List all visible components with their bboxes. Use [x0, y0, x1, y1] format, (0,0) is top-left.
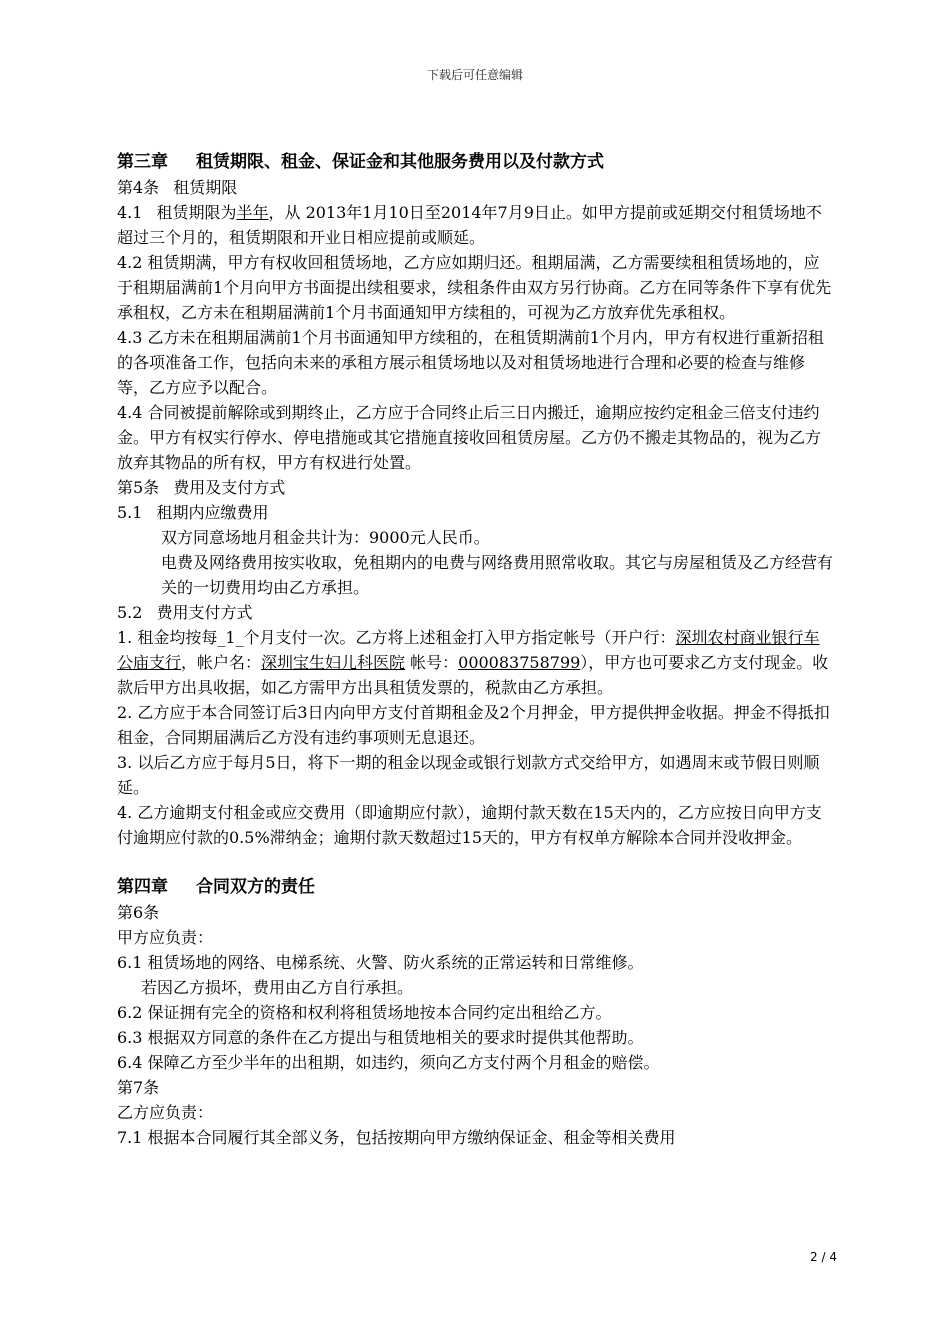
clause-4-4: 4.4 合同被提前解除或到期终止，乙方应于合同终止后三日内搬迁，逾期应按约定租金三倍支付违约金。甲方有权实行停水、停电措施或其它措施直接收回租赁房屋。乙方仍不搬走其物品的，视为乙方放弃其物品的所有权，甲方有权进行处置。 — [117, 403, 822, 472]
clause-6-2: 6.2 保证拥有完全的资格和权利将租赁场地按本合同约定出租给乙方。 — [117, 1003, 612, 1022]
party-a-lead: 甲方应负责： — [117, 928, 214, 947]
chapter-3-heading — [117, 150, 835, 175]
article-7-heading: 第7条 — [117, 1078, 160, 1097]
payment-item-4: 4. 乙方逾期支付租金或应交费用（即逾期应付款），逾期付款天数在15天内的，乙方应按日向甲方支付逾期应付款的0.5%滞纳金；逾期付款天数超过15天的，甲方有权单方解除本合同并没收押金。 — [117, 803, 822, 847]
chapter-title: 租赁期限、租金、保证金和其他服务费用以及付款方式 — [196, 152, 604, 172]
party-b-lead: 乙方应负责： — [117, 1103, 214, 1122]
payment-item-1: 1. 租金均按每_1_个月支付一次。乙方将上述租金打入甲方指定帐号（开户行：深圳农村商业银行车公庙支行，帐户名：深圳宝生妇儿科医院 帐号：000083758799），甲方也可要求乙方支付现金。收款后甲方出具收据，如乙方需甲方出具租赁发票的，税款由乙方承担。 — [117, 628, 829, 697]
payment-item-3: 3. 以后乙方应于每月5日，将下一期的租金以现金或银行划款方式交给甲方，如遇周末或节假日则顺延。 — [117, 753, 820, 797]
clause-7-1: 7.1 根据本合同履行其全部义务，包括按期向甲方缴纳保证金、租金等相关费用 — [117, 1128, 676, 1147]
document-body — [117, 150, 835, 1150]
article-4-heading: 第4条 租赁期限 — [117, 178, 238, 197]
clause-6-3: 6.3 根据双方同意的条件在乙方提出与租赁地相关的要求时提供其他帮助。 — [117, 1028, 644, 1047]
chapter-number: 第四章 — [117, 877, 168, 897]
payment-item-2: 2. 乙方应于本合同签订后3日内向甲方支付首期租金及2个月押金，甲方提供押金收据。押金不得抵扣租金，合同期届满后乙方没有违约事项则无息退还。 — [117, 703, 830, 747]
clause-6-4: 6.4 保障乙方至少半年的出租期，如违约，须向乙方支付两个月租金的赔偿。 — [117, 1053, 660, 1072]
article-5-heading: 第5条 费用及支付方式 — [117, 478, 286, 497]
account-number: 000083758799 — [458, 653, 581, 672]
article-6-heading: 第6条 — [117, 903, 160, 922]
page-number: 2 / 4 — [810, 1250, 837, 1264]
lease-term: 半年 — [236, 203, 269, 222]
chapter-number: 第三章 — [117, 152, 168, 172]
chapter-4-heading — [117, 875, 835, 900]
clause-4-1: 4.1 租赁期限为半年，从 2013年1月10日至2014年7月9日止。如甲方提前或延期交付租赁场地不超过三个月的，租赁期限和开业日相应提前或顺延。 — [117, 203, 822, 247]
clause-5-2-heading: 5.2 费用支付方式 — [117, 603, 253, 622]
clause-6-1-continued: 若因乙方损坏，费用由乙方自行承担。 — [141, 978, 414, 997]
chapter-title: 合同双方的责任 — [196, 877, 315, 897]
clause-5-1-heading: 5.1 租期内应缴费用 — [117, 503, 269, 522]
utilities-paragraph: 电费及网络费用按实收取，免租期内的电费与网络费用照常收取。其它与房屋租赁及乙方经营有关的一切费用均由乙方承担。 — [161, 553, 834, 597]
clause-6-1: 6.1 租赁场地的网络、电梯系统、火警、防火系统的正常运转和日常维修。 — [117, 953, 644, 972]
page-header: 下载后可任意编辑 — [426, 68, 523, 82]
section-spacer — [117, 850, 835, 875]
account-name: 深圳宝生妇儿科医院 — [261, 653, 406, 672]
clause-4-3: 4.3 乙方未在租期届满前1个月书面通知甲方续租的，在租赁期满前1个月内，甲方有权进行重新招租的各项准备工作，包括向未来的承租方展示租赁场地以及对租赁场地进行合理和必要的检查与维修等，乙方应予以配合。 — [117, 328, 824, 397]
clause-4-2: 4.2 租赁期满，甲方有权收回租赁场地，乙方应如期归还。租期届满，乙方需要续租租赁场地的，应于租期届满前1个月向甲方书面提出续租要求，续租条件由双方另行协商。乙方在同等条件下享有优先承租权，乙方未在租期届满前1个月书面通知甲方续租的，可视为乙方放弃优先承租权。 — [117, 253, 832, 322]
monthly-rent-line: 双方同意场地月租金共计为：9000元人民币。 — [161, 528, 490, 547]
bank-name: 深圳农村商业银行车公庙支行 — [117, 628, 820, 672]
